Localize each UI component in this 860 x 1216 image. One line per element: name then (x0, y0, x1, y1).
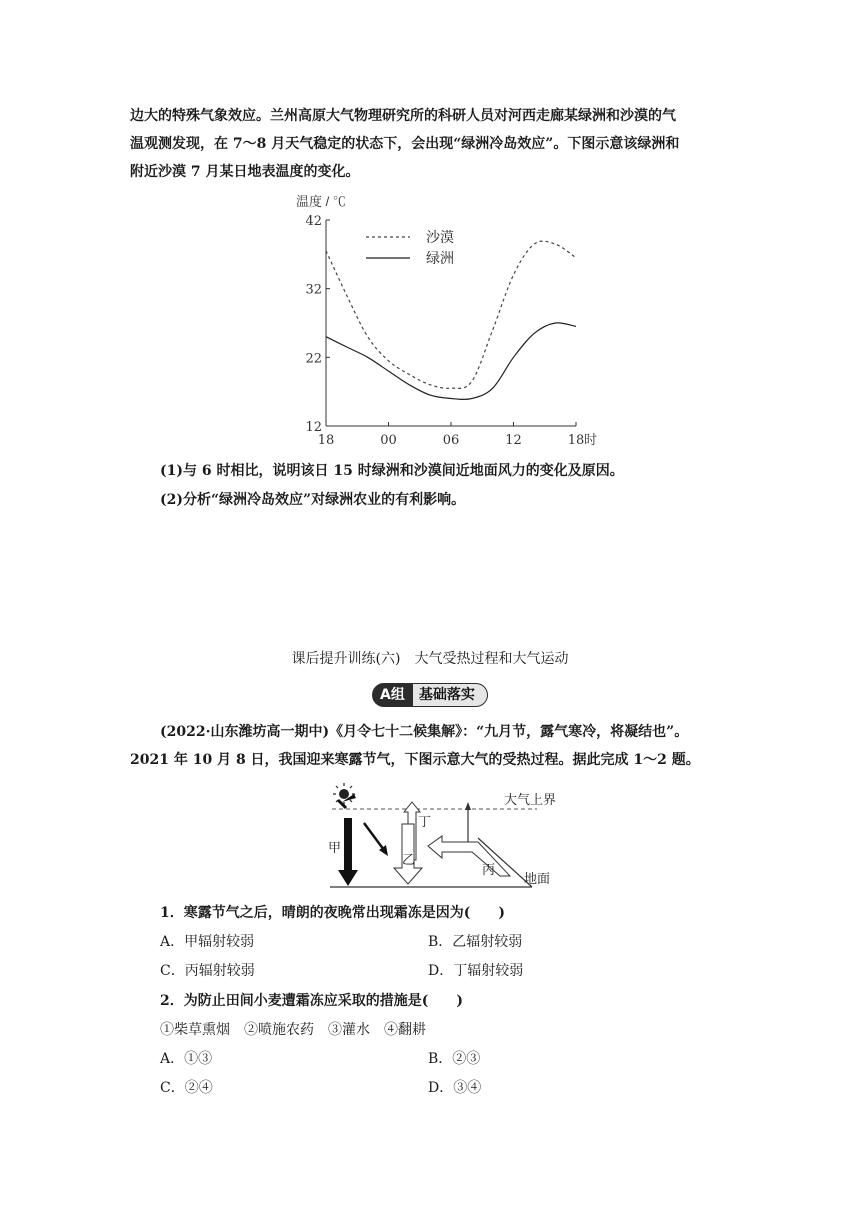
question-part1-1: (1)与 6 时相比，说明该日 15 时绿洲和沙漠间近地面风力的变化及原因。 (160, 463, 624, 479)
context-line-2: 2021 年 10 月 8 日，我国迎来寒露节气，下图示意大气的受热过程。据此完成 1～2 题。 (130, 752, 700, 768)
q1-option-c[interactable]: C．丙辐射较弱 (160, 963, 255, 979)
scatter-arrow (364, 823, 384, 850)
reflect-arrow-in (338, 800, 346, 808)
q1-option-d[interactable]: D．丁辐射较弱 (428, 963, 524, 979)
q2-option-b[interactable]: B．②③ (428, 1051, 481, 1067)
sun-icon (333, 783, 355, 805)
y-tick-label: 42 (305, 214, 322, 229)
q1-stem: 1．寒露节气之后，晴朗的夜晚常出现霜冻是因为( ) (160, 905, 505, 921)
atmosphere-heating-diagram (322, 780, 582, 892)
label-ground: 地面 (524, 872, 551, 887)
q2-option-a[interactable]: A．①③ (160, 1051, 213, 1067)
x-axis-unit: 时 (584, 433, 598, 448)
chart-legend (366, 230, 454, 267)
group-badge (372, 683, 488, 707)
label-bing: 丙 (482, 863, 496, 878)
intro-line-3: 附近沙漠 7 月某日地表温度的变化。 (130, 164, 360, 180)
context-line-1: (2022·山东潍坊高一期中)《月令七十二候集解》：“九月节，露气寒冷，将凝结也”。 (160, 724, 689, 740)
q1-option-a[interactable]: A．甲辐射较弱 (160, 934, 255, 950)
q2-items: ①柴草熏烟 ②喷施农药 ③灌水 ④翻耕 (160, 1022, 426, 1038)
temperature-chart (290, 190, 620, 455)
legend-label-oasis: 绿洲 (426, 251, 454, 267)
badge-letter: A组 (372, 683, 413, 707)
chart-ylabel: 温度 / ℃ (296, 194, 346, 209)
intro-line-2: 温观测发现，在 7～8 月天气稳定的状态下，会出现“绿洲冷岛效应”。下图示意该绿洲和 (130, 136, 680, 152)
x-tick-label: 00 (380, 433, 397, 448)
legend-label-desert: 沙漠 (426, 230, 454, 246)
q2-stem: 2．为防止田间小麦遭霜冻应采取的措施是( ) (160, 993, 463, 1009)
x-tick-label: 18 (317, 433, 335, 448)
series-line-oasis (326, 323, 576, 400)
x-tick-label: 06 (442, 433, 460, 448)
escape-arrow-head (465, 802, 471, 810)
y-tick-label: 32 (305, 282, 322, 298)
q2-option-c[interactable]: C．②④ (160, 1080, 213, 1096)
label-jia: 甲 (328, 841, 342, 856)
section-title: 课后提升训练(六) 大气受热过程和大气运动 (291, 651, 569, 667)
y-tick-label: 22 (305, 351, 322, 367)
q1-option-b[interactable]: B．乙辐射较弱 (428, 934, 523, 950)
y-tick-label: 12 (305, 420, 322, 435)
label-yi: 乙 (402, 853, 416, 868)
label-ding: 丁 (418, 815, 432, 830)
badge-text: 基础落实 (413, 683, 488, 707)
question-part1-2: (2)分析“绿洲冷岛效应”对绿洲农业的有利影响。 (160, 492, 466, 508)
x-tick-label: 12 (505, 433, 522, 448)
q2-option-d[interactable]: D．③④ (428, 1080, 482, 1096)
intro-line-1: 边大的特殊气象效应。兰州高原大气物理研究所的科研人员对河西走廊某绿洲和沙漠的气 (130, 108, 676, 124)
x-tick-label: 18 (567, 433, 585, 448)
label-atmosphere-top: 大气上界 (504, 793, 557, 808)
